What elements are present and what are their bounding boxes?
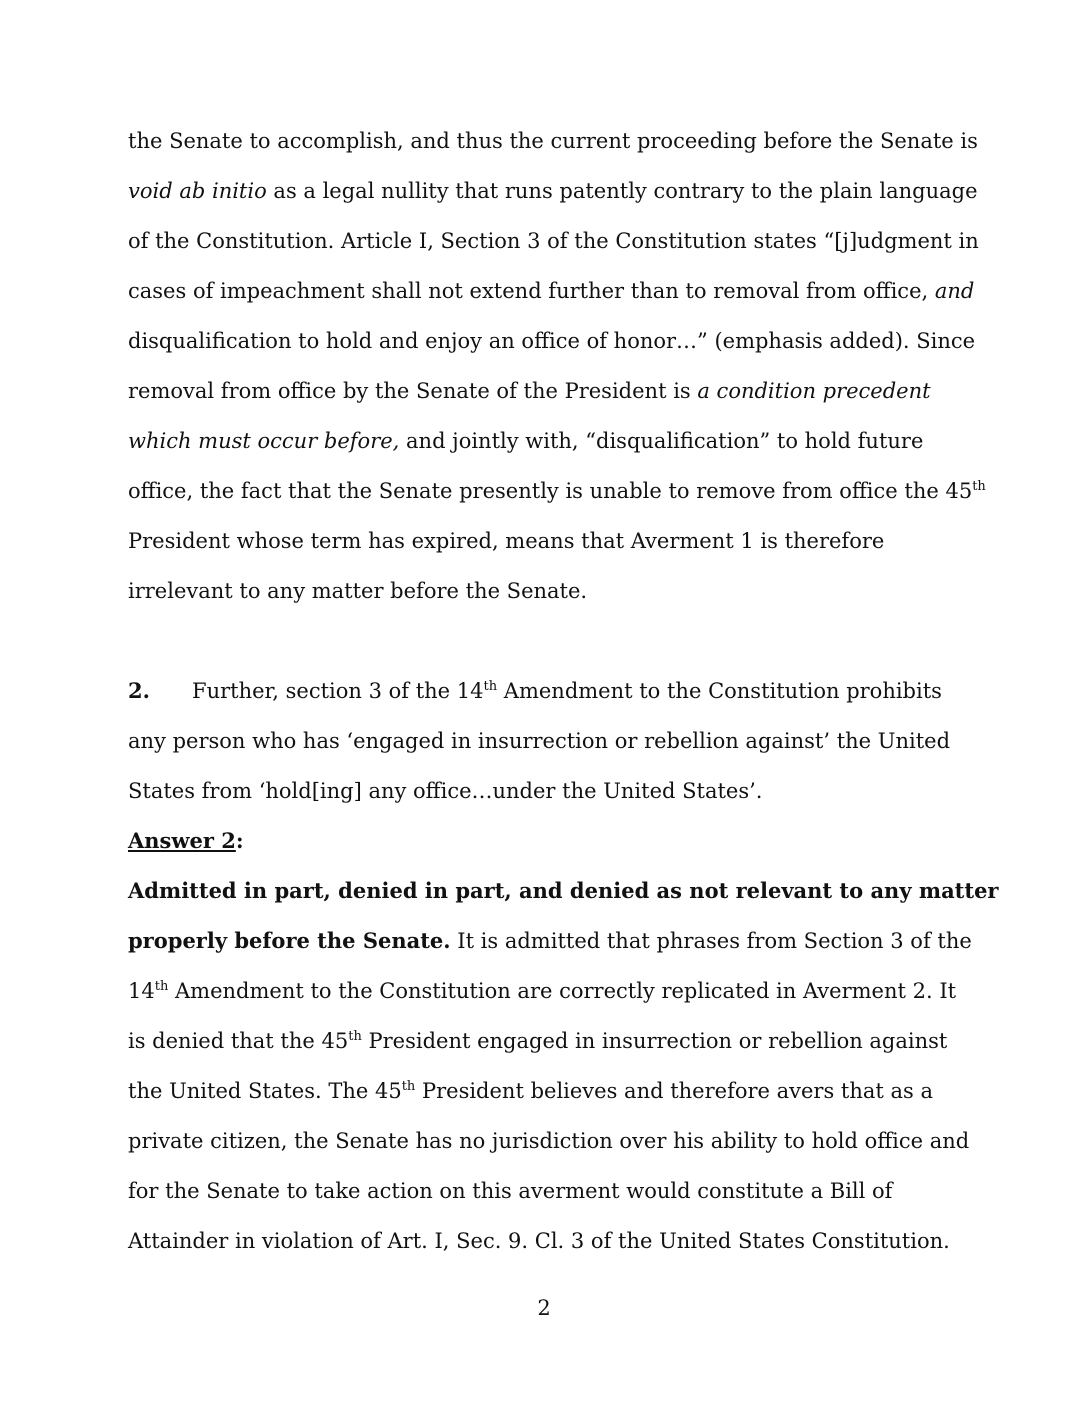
page-number: 2	[537, 1296, 551, 1320]
answer-2-line: Attainder in violation of Art. I, Sec. 9. Cl. 3 of the United States Constitution.	[128, 1229, 950, 1253]
paragraph-line: which must occur before, and jointly with, “disqualification” to hold future	[128, 429, 924, 453]
answer-2-line: the United States. The 45th President believes and therefore avers that as a	[128, 1079, 934, 1103]
averment-2-line: any person who has ‘engaged in insurrection or rebellion against’ the United	[128, 729, 951, 753]
paragraph-line: cases of impeachment shall not extend further than to removal from office, and	[128, 279, 975, 303]
paragraph-line: of the Constitution. Article I, Section 3 of the Constitution states “[j]udgment in	[128, 229, 979, 253]
answer-2-line: Admitted in part, denied in part, and denied as not relevant to any matter	[128, 878, 999, 903]
paragraph-line: removal from office by the Senate of the President is a condition precedent	[128, 379, 931, 403]
paragraph-line: the Senate to accomplish, and thus the current proceeding before the Senate is	[128, 129, 978, 153]
paragraph-line: void ab initio as a legal nullity that runs patently contrary to the plain language	[128, 179, 978, 203]
paragraph-line: irrelevant to any matter before the Senate.	[128, 579, 588, 603]
paragraph-line: office, the fact that the Senate presently is unable to remove from office the 45th	[128, 479, 986, 503]
answer-2-line: properly before the Senate. It is admitted that phrases from Section 3 of the	[128, 928, 972, 953]
averment-2-line: 2. Further, section 3 of the 14th Amendment to the Constitution prohibits	[128, 678, 942, 703]
averment-2-line: States from ‘hold[ing] any office…under the United States’.	[128, 779, 763, 803]
answer-2-line: private citizen, the Senate has no jurisdiction over his ability to hold office and	[128, 1129, 970, 1153]
paragraph-line: President whose term has expired, means that Averment 1 is therefore	[128, 529, 885, 553]
answer-2-line: is denied that the 45th President engaged in insurrection or rebellion against	[128, 1029, 948, 1053]
answer-2-line: for the Senate to take action on this averment would constitute a Bill of	[128, 1179, 893, 1203]
answer-2-line: 14th Amendment to the Constitution are correctly replicated in Averment 2. It	[128, 979, 957, 1003]
answer-2-heading: Answer 2:	[128, 828, 244, 853]
paragraph-line: disqualification to hold and enjoy an office of honor…” (emphasis added). Since	[128, 329, 976, 353]
averment-number: 2.	[128, 678, 150, 703]
